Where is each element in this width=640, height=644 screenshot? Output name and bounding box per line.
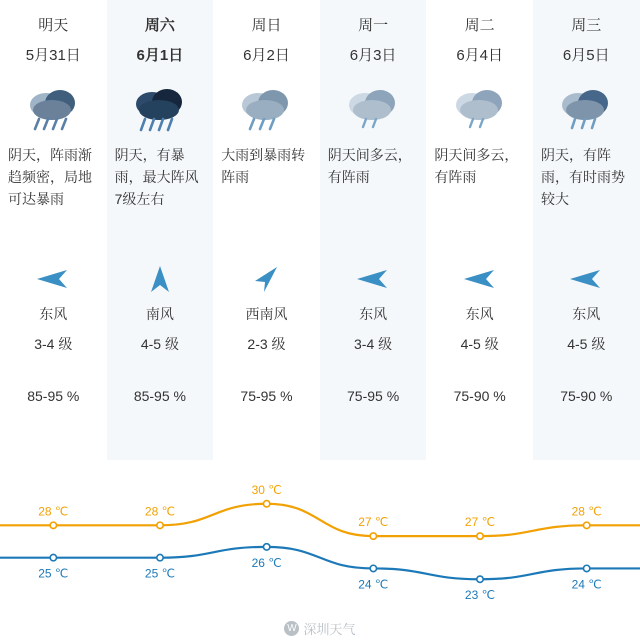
- day-date: 6月4日: [456, 47, 504, 64]
- humidity-value: 75-95 %: [240, 388, 293, 404]
- forecast-column-4[interactable]: [426, 0, 533, 460]
- day-date: 5月31日: [25, 47, 81, 64]
- high-temp-label: 27 ℃: [358, 515, 389, 530]
- watermark-text: 深圳天气: [303, 622, 356, 637]
- low-temp-label: 25 ℃: [144, 566, 176, 581]
- temp-point: [583, 522, 589, 528]
- day-name: 周日: [251, 17, 282, 34]
- forecast-column-0[interactable]: [0, 0, 107, 460]
- day-name: 明天: [38, 17, 69, 34]
- arrow-west-icon: [0, 256, 107, 302]
- humidity-value: 75-90 %: [560, 388, 613, 404]
- wind-level: 4-5 级: [567, 336, 606, 352]
- humidity-value: 75-95 %: [347, 388, 400, 404]
- temp-point: [50, 554, 56, 560]
- high-temp-label: 28 ℃: [38, 504, 69, 519]
- wind-direction: 西南风: [245, 306, 288, 322]
- wind-direction: 东风: [39, 306, 68, 322]
- day-date: 6月2日: [243, 47, 290, 64]
- low-temp-label: 23 ℃: [464, 588, 496, 603]
- high-temp-label: 28 ℃: [144, 504, 176, 519]
- thunderstorm-cloud-icon: [107, 78, 214, 140]
- arrow-west-icon: [533, 256, 640, 302]
- day-date: 6月5日: [562, 47, 610, 64]
- wind-direction: 南风: [145, 306, 174, 322]
- temp-point: [157, 522, 163, 528]
- wind-direction: 东风: [359, 306, 388, 322]
- temp-point: [583, 565, 589, 571]
- low-temp-label: 24 ℃: [358, 577, 389, 592]
- heavy-rain-cloud-icon: [0, 78, 107, 140]
- temp-point: [370, 565, 376, 571]
- temperature-chart: [0, 455, 640, 615]
- high-temp-label: 27 ℃: [464, 515, 496, 530]
- day-name: 周一: [358, 17, 389, 34]
- day-date: 6月1日: [136, 47, 184, 64]
- wind-level: 3-4 级: [34, 336, 73, 352]
- day-name: 周二: [464, 17, 495, 34]
- wind-direction: 东风: [572, 306, 601, 322]
- temp-point: [50, 522, 56, 528]
- day-description: 阴天间多云，有阵雨: [327, 147, 412, 185]
- day-description: 阴天，有暴雨，最大阵风7级左右: [114, 147, 199, 207]
- low-temp-label: 26 ℃: [251, 555, 282, 570]
- rain-cloud-icon: [533, 78, 640, 140]
- day-description: 阴天，阵雨渐趋频密，局地可达暴雨: [8, 147, 92, 207]
- temp-point: [157, 554, 163, 560]
- humidity-value: 85-95 %: [27, 388, 80, 404]
- day-description: 大雨到暴雨转阵雨: [221, 147, 306, 185]
- rain-cloud-icon: [213, 78, 320, 140]
- forecast-column-3[interactable]: [320, 0, 427, 460]
- arrow-north-icon: [107, 256, 214, 302]
- high-temp-line: [0, 504, 640, 536]
- wind-direction: 东风: [465, 306, 494, 322]
- temp-point: [477, 533, 483, 539]
- wind-level: 4-5 级: [460, 336, 499, 352]
- day-description: 阴天，有阵雨，有时雨势较大: [540, 147, 625, 207]
- day-date: 6月3日: [349, 47, 397, 64]
- forecast-column-1[interactable]: [107, 0, 214, 460]
- temp-point: [263, 544, 269, 550]
- forecast-column-2[interactable]: [213, 0, 320, 460]
- light-rain-cloud-icon: [426, 78, 533, 140]
- arrow-northeast-icon: [213, 256, 320, 302]
- humidity-value: 75-90 %: [453, 388, 506, 404]
- weibo-logo-icon: W: [284, 621, 299, 636]
- watermark: [0, 619, 640, 638]
- temp-point: [370, 533, 376, 539]
- humidity-value: 85-95 %: [133, 388, 186, 404]
- temp-point: [263, 501, 269, 507]
- high-temp-label: 30 ℃: [251, 482, 282, 497]
- low-temp-label: 24 ℃: [571, 577, 602, 592]
- forecast-column-5[interactable]: [533, 0, 640, 460]
- day-name: 周三: [571, 17, 602, 34]
- wind-level: 3-4 级: [354, 336, 393, 352]
- high-temp-label: 28 ℃: [571, 504, 602, 519]
- low-temp-label: 25 ℃: [38, 566, 69, 581]
- day-name: 周六: [144, 17, 175, 34]
- arrow-west-icon: [426, 256, 533, 302]
- day-description: 阴天间多云，有阵雨: [434, 147, 519, 185]
- light-rain-cloud-icon: [320, 78, 427, 140]
- temp-point: [477, 576, 483, 582]
- wind-level: 4-5 级: [140, 336, 179, 352]
- wind-level: 2-3 级: [247, 336, 286, 352]
- low-temp-line: [0, 547, 640, 579]
- arrow-west-icon: [320, 256, 427, 302]
